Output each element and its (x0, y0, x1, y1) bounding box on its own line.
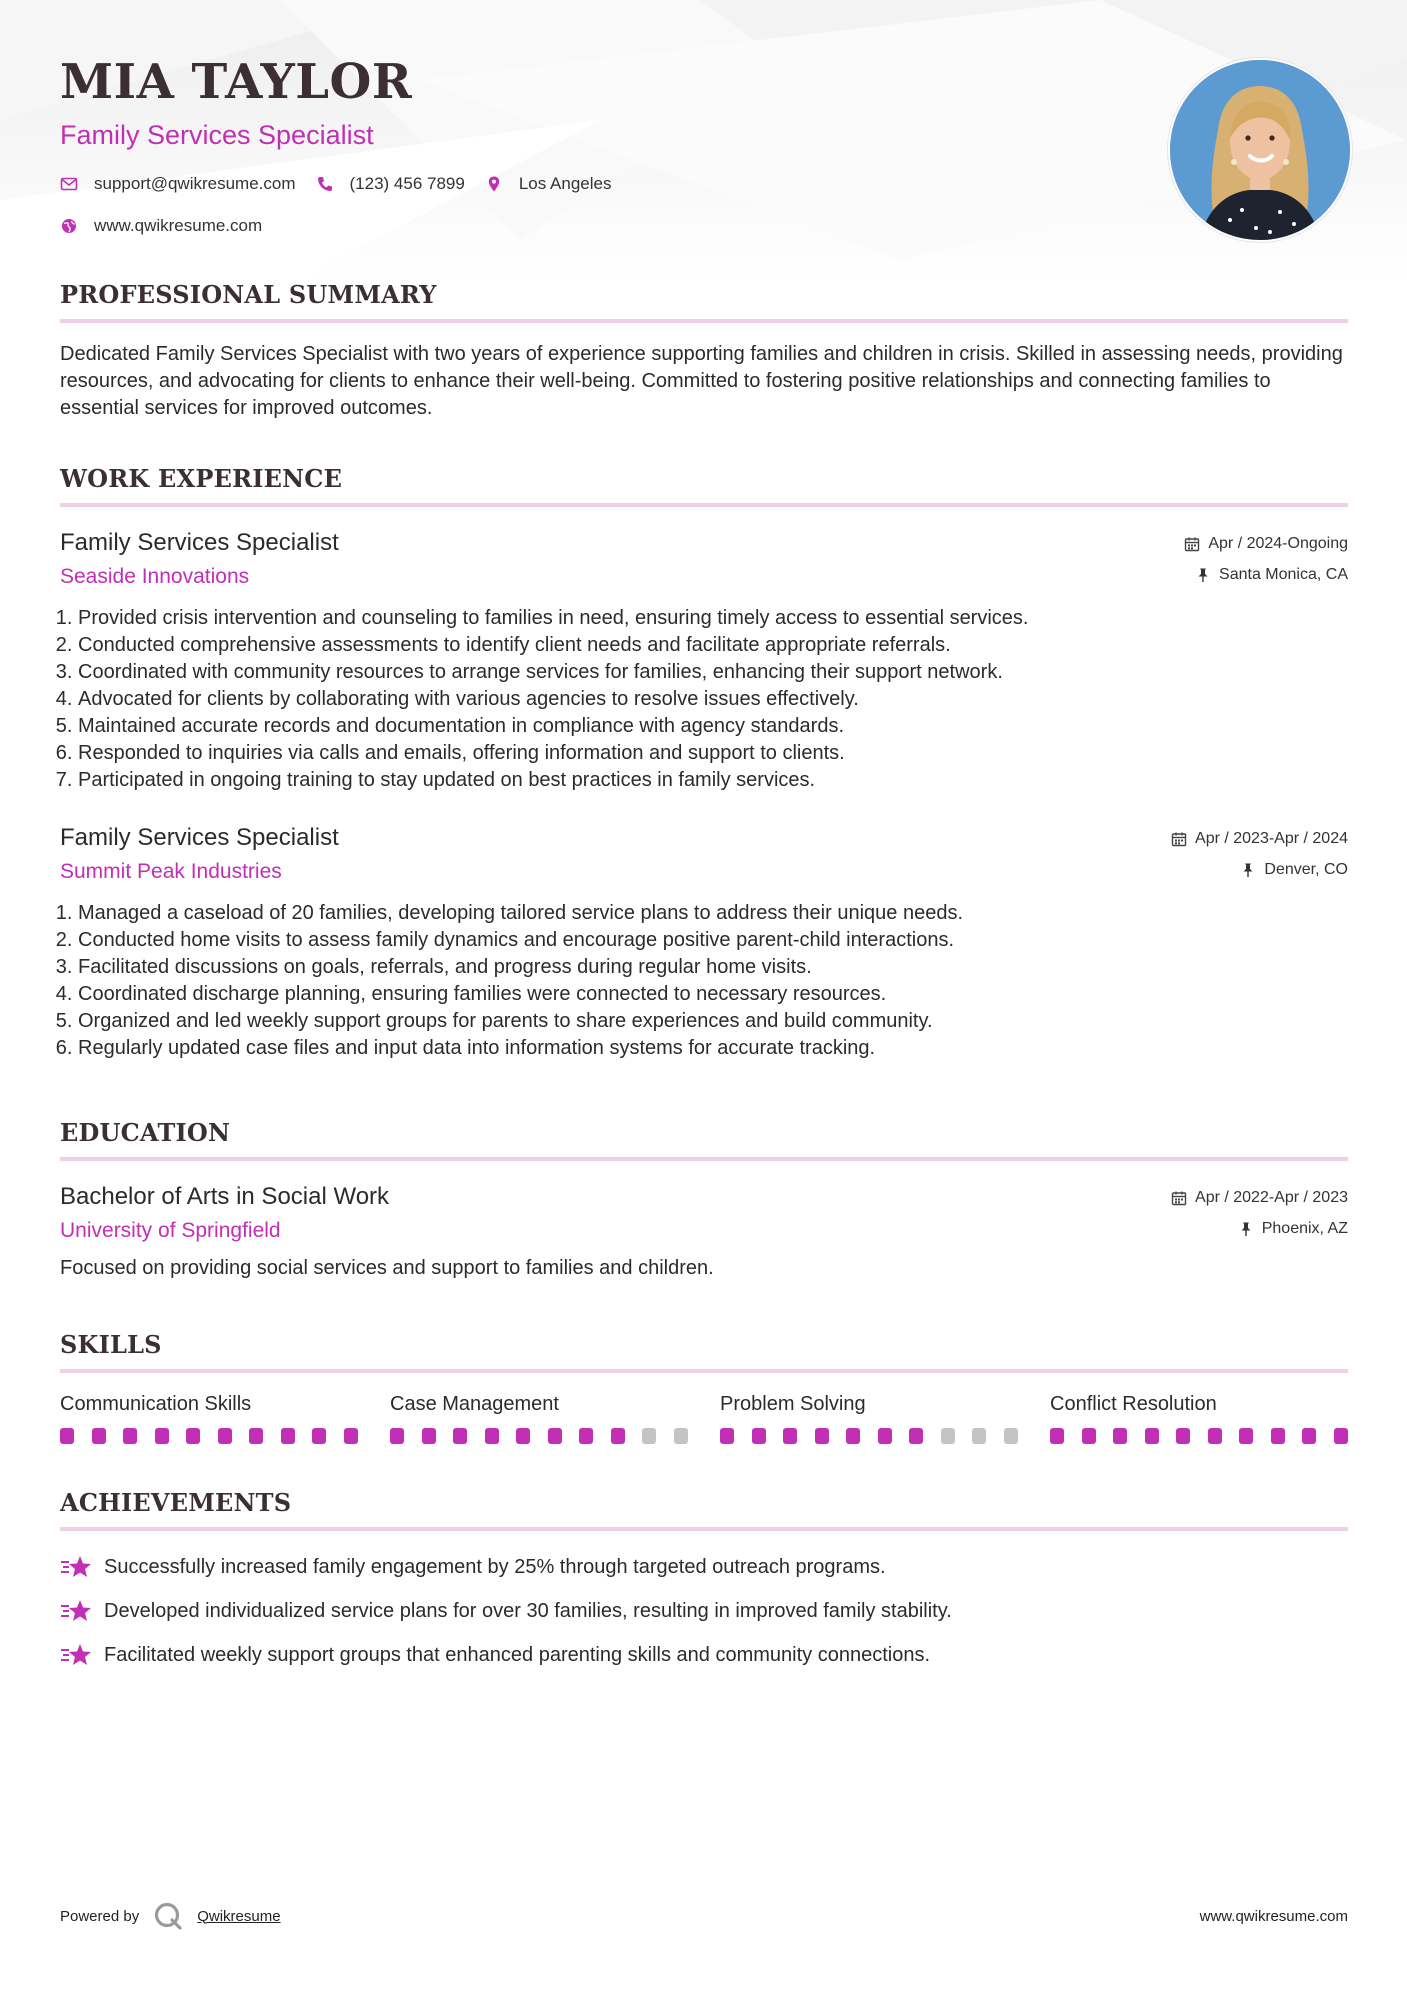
phone-icon (316, 175, 334, 193)
skill-name: Case Management (390, 1393, 559, 1415)
summary-text: Dedicated Family Services Specialist with two years of experience supporting families and children in crisis. Skilled in assessing needs, providing resources, and advocating for clients to enhance their well-being. Committed to fostering positive relationships and connecting families to essential services for improved outcomes. (60, 343, 1343, 419)
skill-rating (1050, 1428, 1348, 1444)
list-item: 1. Managed a caseload of 20 families, developing tailored service plans to address their unique needs. (78, 900, 1348, 927)
contact-website[interactable]: www.qwikresume.com (94, 216, 263, 235)
qwikresume-logo-icon (153, 1901, 183, 1931)
contact-row-secondary (60, 216, 282, 236)
qwikresume-link[interactable]: Qwikresume (197, 1907, 281, 1925)
skill-name: Problem Solving (720, 1393, 866, 1415)
star-icon (60, 1642, 92, 1668)
pushpin-icon (1240, 862, 1256, 878)
resume-page (60, 0, 1348, 1677)
candidate-role: Family Services Specialist (60, 120, 374, 150)
job-title: Family Services Specialist (60, 824, 339, 851)
experience-heading: WORK EXPERIENCE (60, 464, 1348, 507)
skill-dot-filled (1208, 1428, 1222, 1444)
footer-website[interactable]: www.qwikresume.com (1199, 1907, 1348, 1925)
calendar-icon (1171, 1190, 1187, 1206)
skill-dot-filled (752, 1428, 766, 1444)
resume-header (60, 0, 1348, 250)
contact-location: Los Angeles (518, 174, 612, 193)
skill-dot-filled (783, 1428, 797, 1444)
star-icon (60, 1554, 92, 1580)
skills-list (60, 1393, 1348, 1444)
list-item: 5. Organized and led weekly support groups for parents to share experiences and build community. (78, 1008, 1348, 1035)
calendar-icon (1184, 536, 1200, 552)
skill-dot-filled (516, 1428, 530, 1444)
calendar-icon (1171, 831, 1187, 847)
job-date (1171, 830, 1348, 848)
envelope-icon (60, 175, 78, 193)
achievement-text: Facilitated weekly support groups that enhanced parenting skills and community connections. (104, 1643, 931, 1666)
contact-email[interactable]: support@qwikresume.com (94, 174, 296, 193)
job-company: Summit Peak Industries (60, 860, 282, 883)
skill-dot-filled (878, 1428, 892, 1444)
skill-dot-filled (155, 1428, 169, 1444)
skill-dot-empty (941, 1428, 955, 1444)
skill-dot-filled (453, 1428, 467, 1444)
job-bullets (60, 900, 1348, 1062)
list-item: 7. Participated in ongoing training to stay updated on best practices in family services. (78, 767, 1348, 794)
education-heading: EDUCATION (60, 1118, 1348, 1161)
profile-photo (1168, 58, 1352, 242)
skill-dot-filled (1302, 1428, 1316, 1444)
skill-dot-filled (1082, 1428, 1096, 1444)
achievements-heading: ACHIEVEMENTS (60, 1488, 1348, 1531)
skill-item (720, 1393, 1018, 1444)
achievement-text: Successfully increased family engagement by 25% through targeted outreach programs. (104, 1555, 886, 1578)
skill-dot-filled (249, 1428, 263, 1444)
skill-dot-filled (344, 1428, 358, 1444)
education-location-text: Phoenix, AZ (1261, 1220, 1348, 1237)
star-icon (60, 1598, 92, 1624)
skill-dot-empty (642, 1428, 656, 1444)
list-item: 5. Maintained accurate records and documentation in compliance with agency standards. (78, 713, 1348, 740)
skill-dot-filled (611, 1428, 625, 1444)
skill-dot-filled (123, 1428, 137, 1444)
skill-dot-filled (390, 1428, 404, 1444)
list-item: 4. Advocated for clients by collaborating with various agencies to resolve issues effectively. (78, 686, 1348, 713)
skill-dot-filled (485, 1428, 499, 1444)
skill-dot-filled (60, 1428, 74, 1444)
skill-rating (390, 1428, 688, 1444)
education-section (60, 1118, 1348, 1280)
skills-section (60, 1330, 1348, 1444)
job-date-text: Apr / 2024-Ongoing (1208, 535, 1348, 552)
pushpin-icon (1238, 1221, 1254, 1237)
globe-icon (60, 217, 78, 235)
pushpin-icon (1195, 567, 1211, 583)
skills-heading: SKILLS (60, 1330, 1348, 1373)
skill-rating (60, 1428, 358, 1444)
footer-branding (60, 1901, 281, 1931)
summary-section (60, 280, 1348, 422)
candidate-name: MIA TAYLOR (60, 54, 413, 110)
degree-title: Bachelor of Arts in Social Work (60, 1183, 390, 1210)
list-item: 6. Responded to inquiries via calls and emails, offering information and support to clients. (78, 740, 1348, 767)
skill-dot-empty (972, 1428, 986, 1444)
school-name: University of Springfield (60, 1219, 281, 1242)
job-entry (60, 529, 1348, 794)
skill-item (390, 1393, 688, 1444)
contact-phone[interactable]: (123) 456 7899 (349, 174, 465, 193)
powered-by-label: Powered by (60, 1907, 140, 1925)
achievements-list (60, 1545, 1348, 1677)
job-location (1195, 566, 1348, 584)
contact-row-primary (60, 174, 631, 194)
achievement-item (60, 1545, 1348, 1589)
job-company: Seaside Innovations (60, 565, 250, 588)
skill-dot-filled (1271, 1428, 1285, 1444)
list-item: 6. Regularly updated case files and input data into information systems for accurate tracking. (78, 1035, 1348, 1062)
skill-item (60, 1393, 358, 1444)
skill-name: Communication Skills (60, 1393, 252, 1415)
skill-dot-filled (579, 1428, 593, 1444)
skill-dot-empty (1004, 1428, 1018, 1444)
skill-dot-filled (1145, 1428, 1159, 1444)
achievement-item (60, 1589, 1348, 1633)
skill-dot-filled (720, 1428, 734, 1444)
list-item: 2. Conducted comprehensive assessments to identify client needs and facilitate appropriate referrals. (78, 632, 1348, 659)
summary-heading: PROFESSIONAL SUMMARY (60, 280, 1348, 323)
skill-dot-empty (674, 1428, 688, 1444)
map-pin-icon (485, 175, 503, 193)
education-date (1171, 1189, 1348, 1207)
skill-dot-filled (1239, 1428, 1253, 1444)
skill-dot-filled (312, 1428, 326, 1444)
skill-dot-filled (815, 1428, 829, 1444)
skill-dot-filled (1334, 1428, 1348, 1444)
education-date-text: Apr / 2022-Apr / 2023 (1195, 1189, 1348, 1206)
job-entry (60, 824, 1348, 1062)
experience-section (60, 464, 1348, 1062)
job-date (1184, 535, 1348, 553)
skill-rating (720, 1428, 1018, 1444)
list-item: 3. Facilitated discussions on goals, referrals, and progress during regular home visits. (78, 954, 1348, 981)
job-date-text: Apr / 2023-Apr / 2024 (1195, 830, 1348, 847)
job-title: Family Services Specialist (60, 529, 339, 556)
skill-dot-filled (846, 1428, 860, 1444)
education-location (1238, 1220, 1348, 1238)
skill-dot-filled (1176, 1428, 1190, 1444)
skill-name: Conflict Resolution (1050, 1393, 1217, 1415)
education-entry (60, 1183, 1348, 1280)
job-location-text: Denver, CO (1264, 861, 1348, 878)
list-item: 1. Provided crisis intervention and counseling to families in need, ensuring timely access to essential services. (78, 605, 1348, 632)
achievement-text: Developed individualized service plans for over 30 families, resulting in improved family stability. (104, 1599, 952, 1622)
achievements-section (60, 1488, 1348, 1677)
job-location (1240, 861, 1348, 879)
skill-dot-filled (92, 1428, 106, 1444)
list-item: 3. Coordinated with community resources to arrange services for families, enhancing their support network. (78, 659, 1348, 686)
page-footer (60, 1896, 1348, 1936)
skill-dot-filled (909, 1428, 923, 1444)
list-item: 2. Conducted home visits to assess family dynamics and encourage positive parent-child interactions. (78, 927, 1348, 954)
skill-dot-filled (1113, 1428, 1127, 1444)
skill-dot-filled (186, 1428, 200, 1444)
education-description: Focused on providing social services and support to families and children. (60, 1257, 714, 1279)
skill-item (1050, 1393, 1348, 1444)
skill-dot-filled (548, 1428, 562, 1444)
job-bullets (60, 605, 1348, 794)
skill-dot-filled (218, 1428, 232, 1444)
skill-dot-filled (1050, 1428, 1064, 1444)
list-item: 4. Coordinated discharge planning, ensuring families were connected to necessary resources. (78, 981, 1348, 1008)
job-location-text: Santa Monica, CA (1219, 566, 1348, 583)
skill-dot-filled (422, 1428, 436, 1444)
skill-dot-filled (281, 1428, 295, 1444)
achievement-item (60, 1633, 1348, 1677)
